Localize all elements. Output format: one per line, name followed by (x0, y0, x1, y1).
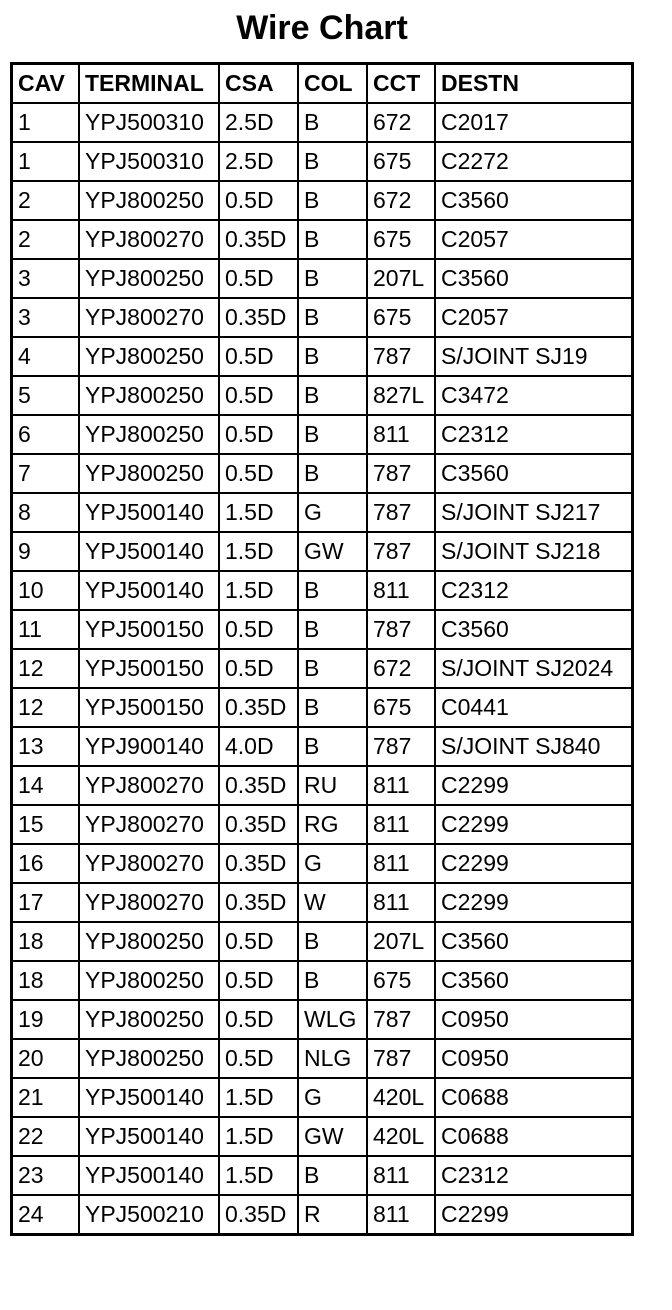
cell-cav: 24 (13, 1195, 79, 1233)
cell-col: RU (298, 766, 367, 805)
cell-terminal: YPJ500140 (79, 1078, 219, 1117)
cell-destn: C3472 (435, 376, 631, 415)
wire-table (13, 65, 631, 1233)
cell-csa: 0.35D (219, 883, 298, 922)
cell-destn: C0688 (435, 1117, 631, 1156)
cell-col: B (298, 259, 367, 298)
cell-col: GW (298, 1117, 367, 1156)
cell-destn: C2017 (435, 103, 631, 142)
cell-destn: C3560 (435, 181, 631, 220)
cell-csa: 0.35D (219, 688, 298, 727)
cell-cav: 15 (13, 805, 79, 844)
table-row (13, 1000, 631, 1039)
cell-destn: C2299 (435, 844, 631, 883)
cell-cav: 12 (13, 688, 79, 727)
cell-terminal: YPJ800250 (79, 376, 219, 415)
header-cct: CCT (367, 65, 435, 103)
cell-destn: C3560 (435, 454, 631, 493)
cell-destn: C2299 (435, 766, 631, 805)
cell-csa: 0.5D (219, 961, 298, 1000)
cell-terminal: YPJ800270 (79, 766, 219, 805)
cell-col: B (298, 1156, 367, 1195)
cell-cct: 811 (367, 766, 435, 805)
cell-terminal: YPJ800250 (79, 922, 219, 961)
cell-terminal: YPJ800250 (79, 961, 219, 1000)
cell-terminal: YPJ800250 (79, 337, 219, 376)
cell-col: R (298, 1195, 367, 1233)
cell-cct: 675 (367, 142, 435, 181)
cell-terminal: YPJ800250 (79, 1039, 219, 1078)
cell-cav: 4 (13, 337, 79, 376)
cell-destn: S/JOINT SJ19 (435, 337, 631, 376)
cell-terminal: YPJ500150 (79, 610, 219, 649)
table-row (13, 961, 631, 1000)
cell-col: B (298, 298, 367, 337)
cell-cav: 9 (13, 532, 79, 571)
cell-cav: 5 (13, 376, 79, 415)
header-csa: CSA (219, 65, 298, 103)
cell-terminal: YPJ500140 (79, 493, 219, 532)
cell-csa: 2.5D (219, 142, 298, 181)
cell-destn: C3560 (435, 610, 631, 649)
cell-cav: 13 (13, 727, 79, 766)
cell-col: G (298, 1078, 367, 1117)
table-body (13, 103, 631, 1233)
table-row (13, 1039, 631, 1078)
cell-csa: 1.5D (219, 571, 298, 610)
cell-destn: C2312 (435, 571, 631, 610)
cell-col: B (298, 727, 367, 766)
cell-terminal: YPJ500140 (79, 532, 219, 571)
cell-terminal: YPJ800250 (79, 181, 219, 220)
cell-cav: 3 (13, 259, 79, 298)
cell-cav: 18 (13, 922, 79, 961)
cell-terminal: YPJ800250 (79, 259, 219, 298)
cell-csa: 0.35D (219, 805, 298, 844)
table-row (13, 298, 631, 337)
cell-cav: 6 (13, 415, 79, 454)
cell-cct: 811 (367, 844, 435, 883)
cell-cct: 207L (367, 259, 435, 298)
header-terminal: TERMINAL (79, 65, 219, 103)
cell-terminal: YPJ900140 (79, 727, 219, 766)
cell-cct: 787 (367, 337, 435, 376)
cell-col: B (298, 415, 367, 454)
cell-col: WLG (298, 1000, 367, 1039)
cell-terminal: YPJ800270 (79, 805, 219, 844)
cell-terminal: YPJ500140 (79, 571, 219, 610)
table-row (13, 844, 631, 883)
table-row (13, 142, 631, 181)
header-cav: CAV (13, 65, 79, 103)
cell-cav: 18 (13, 961, 79, 1000)
cell-csa: 0.5D (219, 610, 298, 649)
cell-terminal: YPJ500140 (79, 1117, 219, 1156)
cell-col: B (298, 181, 367, 220)
cell-cct: 811 (367, 805, 435, 844)
cell-cct: 811 (367, 1156, 435, 1195)
cell-cav: 2 (13, 220, 79, 259)
cell-csa: 1.5D (219, 493, 298, 532)
table-row (13, 181, 631, 220)
cell-col: B (298, 142, 367, 181)
cell-csa: 0.35D (219, 844, 298, 883)
table-row (13, 649, 631, 688)
cell-csa: 4.0D (219, 727, 298, 766)
cell-csa: 1.5D (219, 1117, 298, 1156)
cell-col: B (298, 610, 367, 649)
cell-cav: 1 (13, 103, 79, 142)
table-row (13, 493, 631, 532)
cell-cct: 675 (367, 298, 435, 337)
cell-cav: 14 (13, 766, 79, 805)
cell-csa: 0.35D (219, 298, 298, 337)
cell-terminal: YPJ500310 (79, 103, 219, 142)
cell-col: B (298, 649, 367, 688)
cell-destn: C0688 (435, 1078, 631, 1117)
table-row (13, 1117, 631, 1156)
cell-csa: 0.5D (219, 415, 298, 454)
cell-cct: 811 (367, 1195, 435, 1233)
cell-cct: 675 (367, 961, 435, 1000)
cell-col: G (298, 493, 367, 532)
cell-destn: S/JOINT SJ217 (435, 493, 631, 532)
cell-cav: 12 (13, 649, 79, 688)
cell-col: B (298, 376, 367, 415)
cell-cct: 672 (367, 649, 435, 688)
cell-col: W (298, 883, 367, 922)
table-row (13, 1156, 631, 1195)
cell-col: GW (298, 532, 367, 571)
cell-terminal: YPJ500140 (79, 1156, 219, 1195)
cell-destn: C2299 (435, 1195, 631, 1233)
cell-terminal: YPJ800270 (79, 220, 219, 259)
table-row (13, 1195, 631, 1233)
table-row (13, 532, 631, 571)
cell-cct: 787 (367, 1039, 435, 1078)
cell-cav: 2 (13, 181, 79, 220)
cell-terminal: YPJ500210 (79, 1195, 219, 1233)
cell-destn: C0441 (435, 688, 631, 727)
cell-cct: 827L (367, 376, 435, 415)
cell-cct: 811 (367, 415, 435, 454)
cell-col: B (298, 922, 367, 961)
cell-destn: C2312 (435, 415, 631, 454)
cell-terminal: YPJ500310 (79, 142, 219, 181)
cell-terminal: YPJ500150 (79, 649, 219, 688)
table-row (13, 727, 631, 766)
cell-destn: S/JOINT SJ840 (435, 727, 631, 766)
cell-terminal: YPJ800270 (79, 883, 219, 922)
cell-col: G (298, 844, 367, 883)
cell-csa: 1.5D (219, 1156, 298, 1195)
cell-col: B (298, 337, 367, 376)
table-row (13, 805, 631, 844)
cell-cct: 420L (367, 1078, 435, 1117)
cell-col: B (298, 961, 367, 1000)
cell-csa: 0.35D (219, 766, 298, 805)
cell-col: B (298, 103, 367, 142)
cell-destn: C2299 (435, 883, 631, 922)
cell-destn: C0950 (435, 1039, 631, 1078)
table-header-row (13, 65, 631, 103)
cell-col: B (298, 220, 367, 259)
table-row (13, 103, 631, 142)
cell-col: B (298, 571, 367, 610)
cell-destn: C2312 (435, 1156, 631, 1195)
table-row (13, 688, 631, 727)
cell-col: B (298, 454, 367, 493)
cell-cct: 811 (367, 883, 435, 922)
cell-csa: 0.5D (219, 922, 298, 961)
cell-col: RG (298, 805, 367, 844)
cell-cct: 787 (367, 727, 435, 766)
cell-csa: 1.5D (219, 532, 298, 571)
cell-cav: 23 (13, 1156, 79, 1195)
table-row (13, 259, 631, 298)
cell-cav: 16 (13, 844, 79, 883)
table-row (13, 610, 631, 649)
table-row (13, 415, 631, 454)
cell-cct: 811 (367, 571, 435, 610)
cell-csa: 0.5D (219, 259, 298, 298)
cell-destn: C2057 (435, 220, 631, 259)
cell-cct: 207L (367, 922, 435, 961)
cell-cct: 420L (367, 1117, 435, 1156)
cell-destn: C2299 (435, 805, 631, 844)
cell-cav: 8 (13, 493, 79, 532)
cell-csa: 0.5D (219, 454, 298, 493)
cell-destn: C3560 (435, 259, 631, 298)
cell-csa: 0.5D (219, 1039, 298, 1078)
header-col: COL (298, 65, 367, 103)
cell-destn: C3560 (435, 961, 631, 1000)
cell-csa: 0.5D (219, 1000, 298, 1039)
cell-csa: 1.5D (219, 1078, 298, 1117)
cell-destn: C0950 (435, 1000, 631, 1039)
cell-cav: 20 (13, 1039, 79, 1078)
cell-destn: C2272 (435, 142, 631, 181)
cell-cct: 787 (367, 532, 435, 571)
cell-terminal: YPJ800270 (79, 298, 219, 337)
cell-cav: 1 (13, 142, 79, 181)
cell-destn: S/JOINT SJ218 (435, 532, 631, 571)
cell-col: NLG (298, 1039, 367, 1078)
cell-terminal: YPJ800250 (79, 454, 219, 493)
table-row (13, 454, 631, 493)
cell-destn: S/JOINT SJ2024 (435, 649, 631, 688)
cell-cct: 675 (367, 220, 435, 259)
table-row (13, 337, 631, 376)
cell-cct: 787 (367, 1000, 435, 1039)
cell-csa: 0.35D (219, 1195, 298, 1233)
table-row (13, 376, 631, 415)
table-row (13, 883, 631, 922)
table-row (13, 220, 631, 259)
cell-csa: 0.5D (219, 337, 298, 376)
cell-terminal: YPJ800270 (79, 844, 219, 883)
cell-terminal: YPJ500150 (79, 688, 219, 727)
cell-cct: 787 (367, 454, 435, 493)
cell-cav: 17 (13, 883, 79, 922)
cell-cct: 672 (367, 181, 435, 220)
table-row (13, 571, 631, 610)
page-title: Wire Chart (236, 9, 408, 47)
cell-terminal: YPJ800250 (79, 1000, 219, 1039)
cell-cav: 10 (13, 571, 79, 610)
cell-cav: 7 (13, 454, 79, 493)
cell-col: B (298, 688, 367, 727)
cell-csa: 0.35D (219, 220, 298, 259)
cell-terminal: YPJ800250 (79, 415, 219, 454)
cell-csa: 0.5D (219, 181, 298, 220)
cell-cav: 11 (13, 610, 79, 649)
cell-cct: 672 (367, 103, 435, 142)
cell-csa: 2.5D (219, 103, 298, 142)
cell-cav: 19 (13, 1000, 79, 1039)
cell-cav: 21 (13, 1078, 79, 1117)
cell-cct: 675 (367, 688, 435, 727)
cell-cct: 787 (367, 610, 435, 649)
cell-csa: 0.5D (219, 649, 298, 688)
wire-chart (10, 62, 634, 1236)
table-row (13, 766, 631, 805)
table-row (13, 922, 631, 961)
cell-destn: C3560 (435, 922, 631, 961)
cell-destn: C2057 (435, 298, 631, 337)
cell-csa: 0.5D (219, 376, 298, 415)
cell-cav: 22 (13, 1117, 79, 1156)
cell-cct: 787 (367, 493, 435, 532)
header-destn: DESTN (435, 65, 631, 103)
cell-cav: 3 (13, 298, 79, 337)
table-row (13, 1078, 631, 1117)
